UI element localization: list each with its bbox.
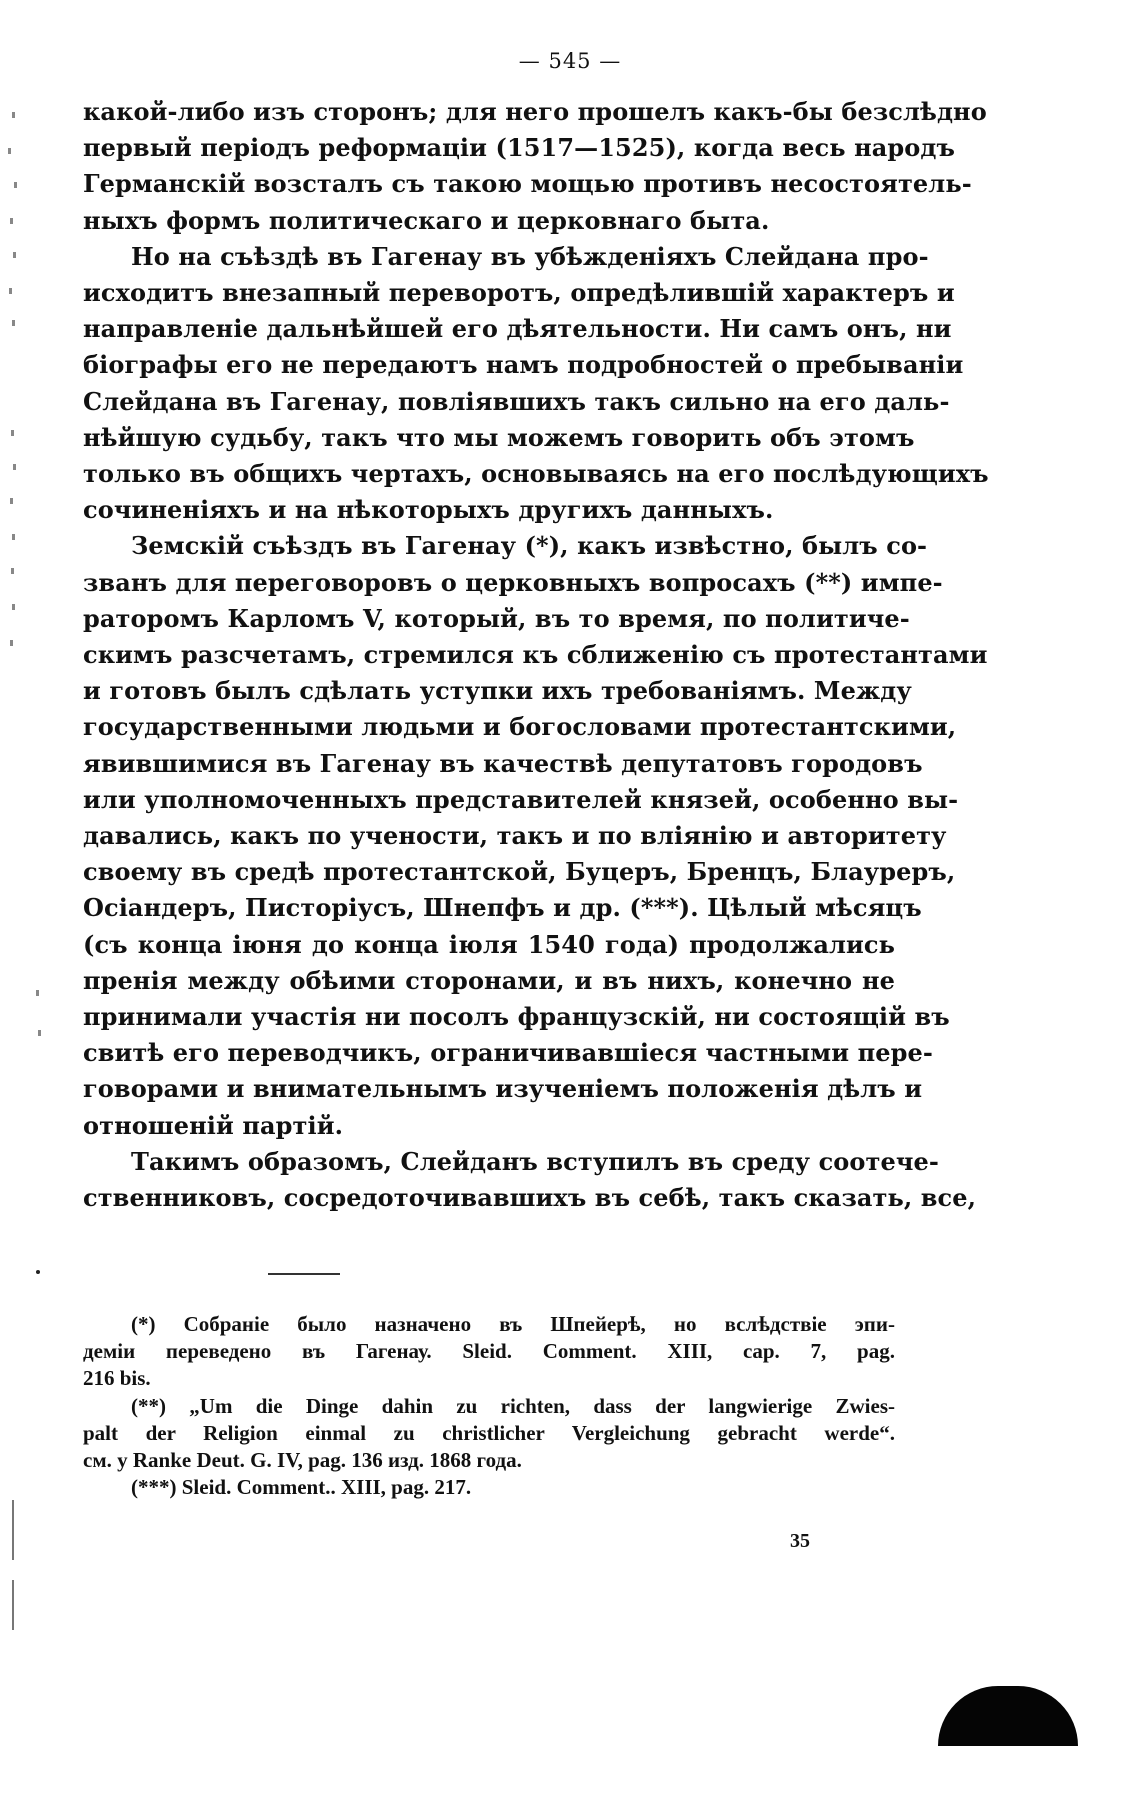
text-line: біографы его не передаютъ намъ подробностей о пребываніи (83, 350, 964, 380)
footnote-line: деміи переведено въ Гагенау. Sleid. Comment. XIII, cap. 7, pag. (83, 1339, 895, 1364)
text-line: ныхъ формъ политическаго и церковнаго быта. (83, 205, 770, 235)
text-line: пренія между обѣими сторонами, и въ нихъ, конечно не (83, 965, 895, 995)
text-line: или уполномоченныхъ представителей князей, особенно вы- (83, 784, 959, 814)
text-line: свитѣ его переводчикъ, ограничивавшіеся частными пере- (83, 1038, 933, 1068)
text-line: Земскій съѣздъ въ Гагенау (*), какъ извѣстно, былъ со- (131, 531, 928, 561)
text-line: сочиненіяхъ и на нѣкоторыхъ другихъ данныхъ. (83, 495, 774, 525)
scan-thumb-shadow (938, 1686, 1078, 1746)
scan-edge-mark (12, 1500, 14, 1560)
text-line: (съ конца іюня до конца іюля 1540 года) продолжались (83, 929, 895, 959)
text-line: Германскій возсталъ съ такою мощью противъ несостоятель- (83, 169, 972, 199)
text-line: званъ для переговоровъ о церковныхъ вопросахъ (**) импе- (83, 567, 943, 597)
text-line: говорами и внимательнымъ изученіемъ положенія дѣлъ и (83, 1074, 923, 1104)
footnote-line: (*) Собраніе было назначено въ Шпейерѣ, но вслѣдствіе эпи- (131, 1312, 895, 1336)
text-line: исходитъ внезапный переворотъ, опредѣлившій характеръ и (83, 278, 955, 308)
text-line: Такимъ образомъ, Слейданъ вступилъ въ среду соотече- (131, 1146, 939, 1176)
text-line: первый періодъ реформаціи (1517—1525), когда весь народъ (83, 133, 955, 163)
text-line: и готовъ былъ сдѣлать уступки ихъ требованіямъ. Между (83, 676, 912, 706)
text-line: какой-либо изъ сторонъ; для него прошелъ какъ-бы безслѣдно (83, 97, 987, 126)
footnote-line: (**) „Um die Dinge dahin zu richten, dass der langwierige Zwies- (131, 1393, 895, 1418)
scan-edge-mark (12, 1580, 14, 1630)
margin-specks (0, 100, 40, 1800)
page-number: — 545 — (518, 49, 622, 73)
text-line: Осіандеръ, Писторіусъ, Шнепфъ и др. (***). Цѣлый мѣсяцъ (83, 893, 922, 923)
main-text (83, 94, 989, 1216)
printer-signature: 35 (790, 1530, 810, 1552)
separator-dot (36, 1270, 40, 1274)
text-line: направленіе дальнѣйшей его дѣятельности. Ни самъ онъ, ни (83, 314, 952, 344)
footnote-line: palt der Religion einmal zu christlicher Vergleichung gebracht werde“. (83, 1420, 895, 1445)
text-line: отношеній партій. (83, 1110, 344, 1140)
text-line: ственниковъ, сосредоточивавшихъ въ себѣ, такъ сказать, все, (83, 1183, 977, 1213)
text-line: явившимися въ Гагенау въ качествѣ депутатовъ городовъ (83, 748, 923, 778)
text-line: Слейдана въ Гагенау, повліявшихъ такъ сильно на его даль- (83, 386, 950, 416)
footnotes (83, 1311, 895, 1501)
footnote-line: см. у Ranke Deut. G. IV, pag. 136 изд. 1868 года. (83, 1448, 522, 1473)
text-line: государственными людьми и богословами протестантскими, (83, 712, 957, 742)
text-line: Но на съѣздѣ въ Гагенау въ убѣжденіяхъ Слейдана про- (131, 241, 929, 271)
text-line: только въ общихъ чертахъ, основываясь на его послѣдующихъ (83, 459, 989, 489)
text-line: принимали участія ни посолъ французскій, ни состоящій въ (83, 1002, 950, 1032)
text-line: скимъ разсчетамъ, стремился къ сближенію съ протестантами (83, 640, 988, 670)
footnote-line: 216 bis. (83, 1366, 151, 1391)
text-line: раторомъ Карломъ V, который, въ то время, по политиче- (83, 603, 910, 633)
separator-rule (268, 1273, 340, 1275)
text-line: давались, какъ по учености, такъ и по вліянію и авторитету (83, 821, 947, 851)
footnote-separator (36, 1270, 326, 1278)
text-line: нѣйшую судьбу, такъ что мы можемъ говорить объ этомъ (83, 422, 915, 452)
footnote-line: (***) Sleid. Comment.. XIII, pag. 217. (131, 1475, 472, 1500)
text-line: своему въ средѣ протестантской, Буцеръ, Бренцъ, Блауреръ, (83, 857, 956, 887)
